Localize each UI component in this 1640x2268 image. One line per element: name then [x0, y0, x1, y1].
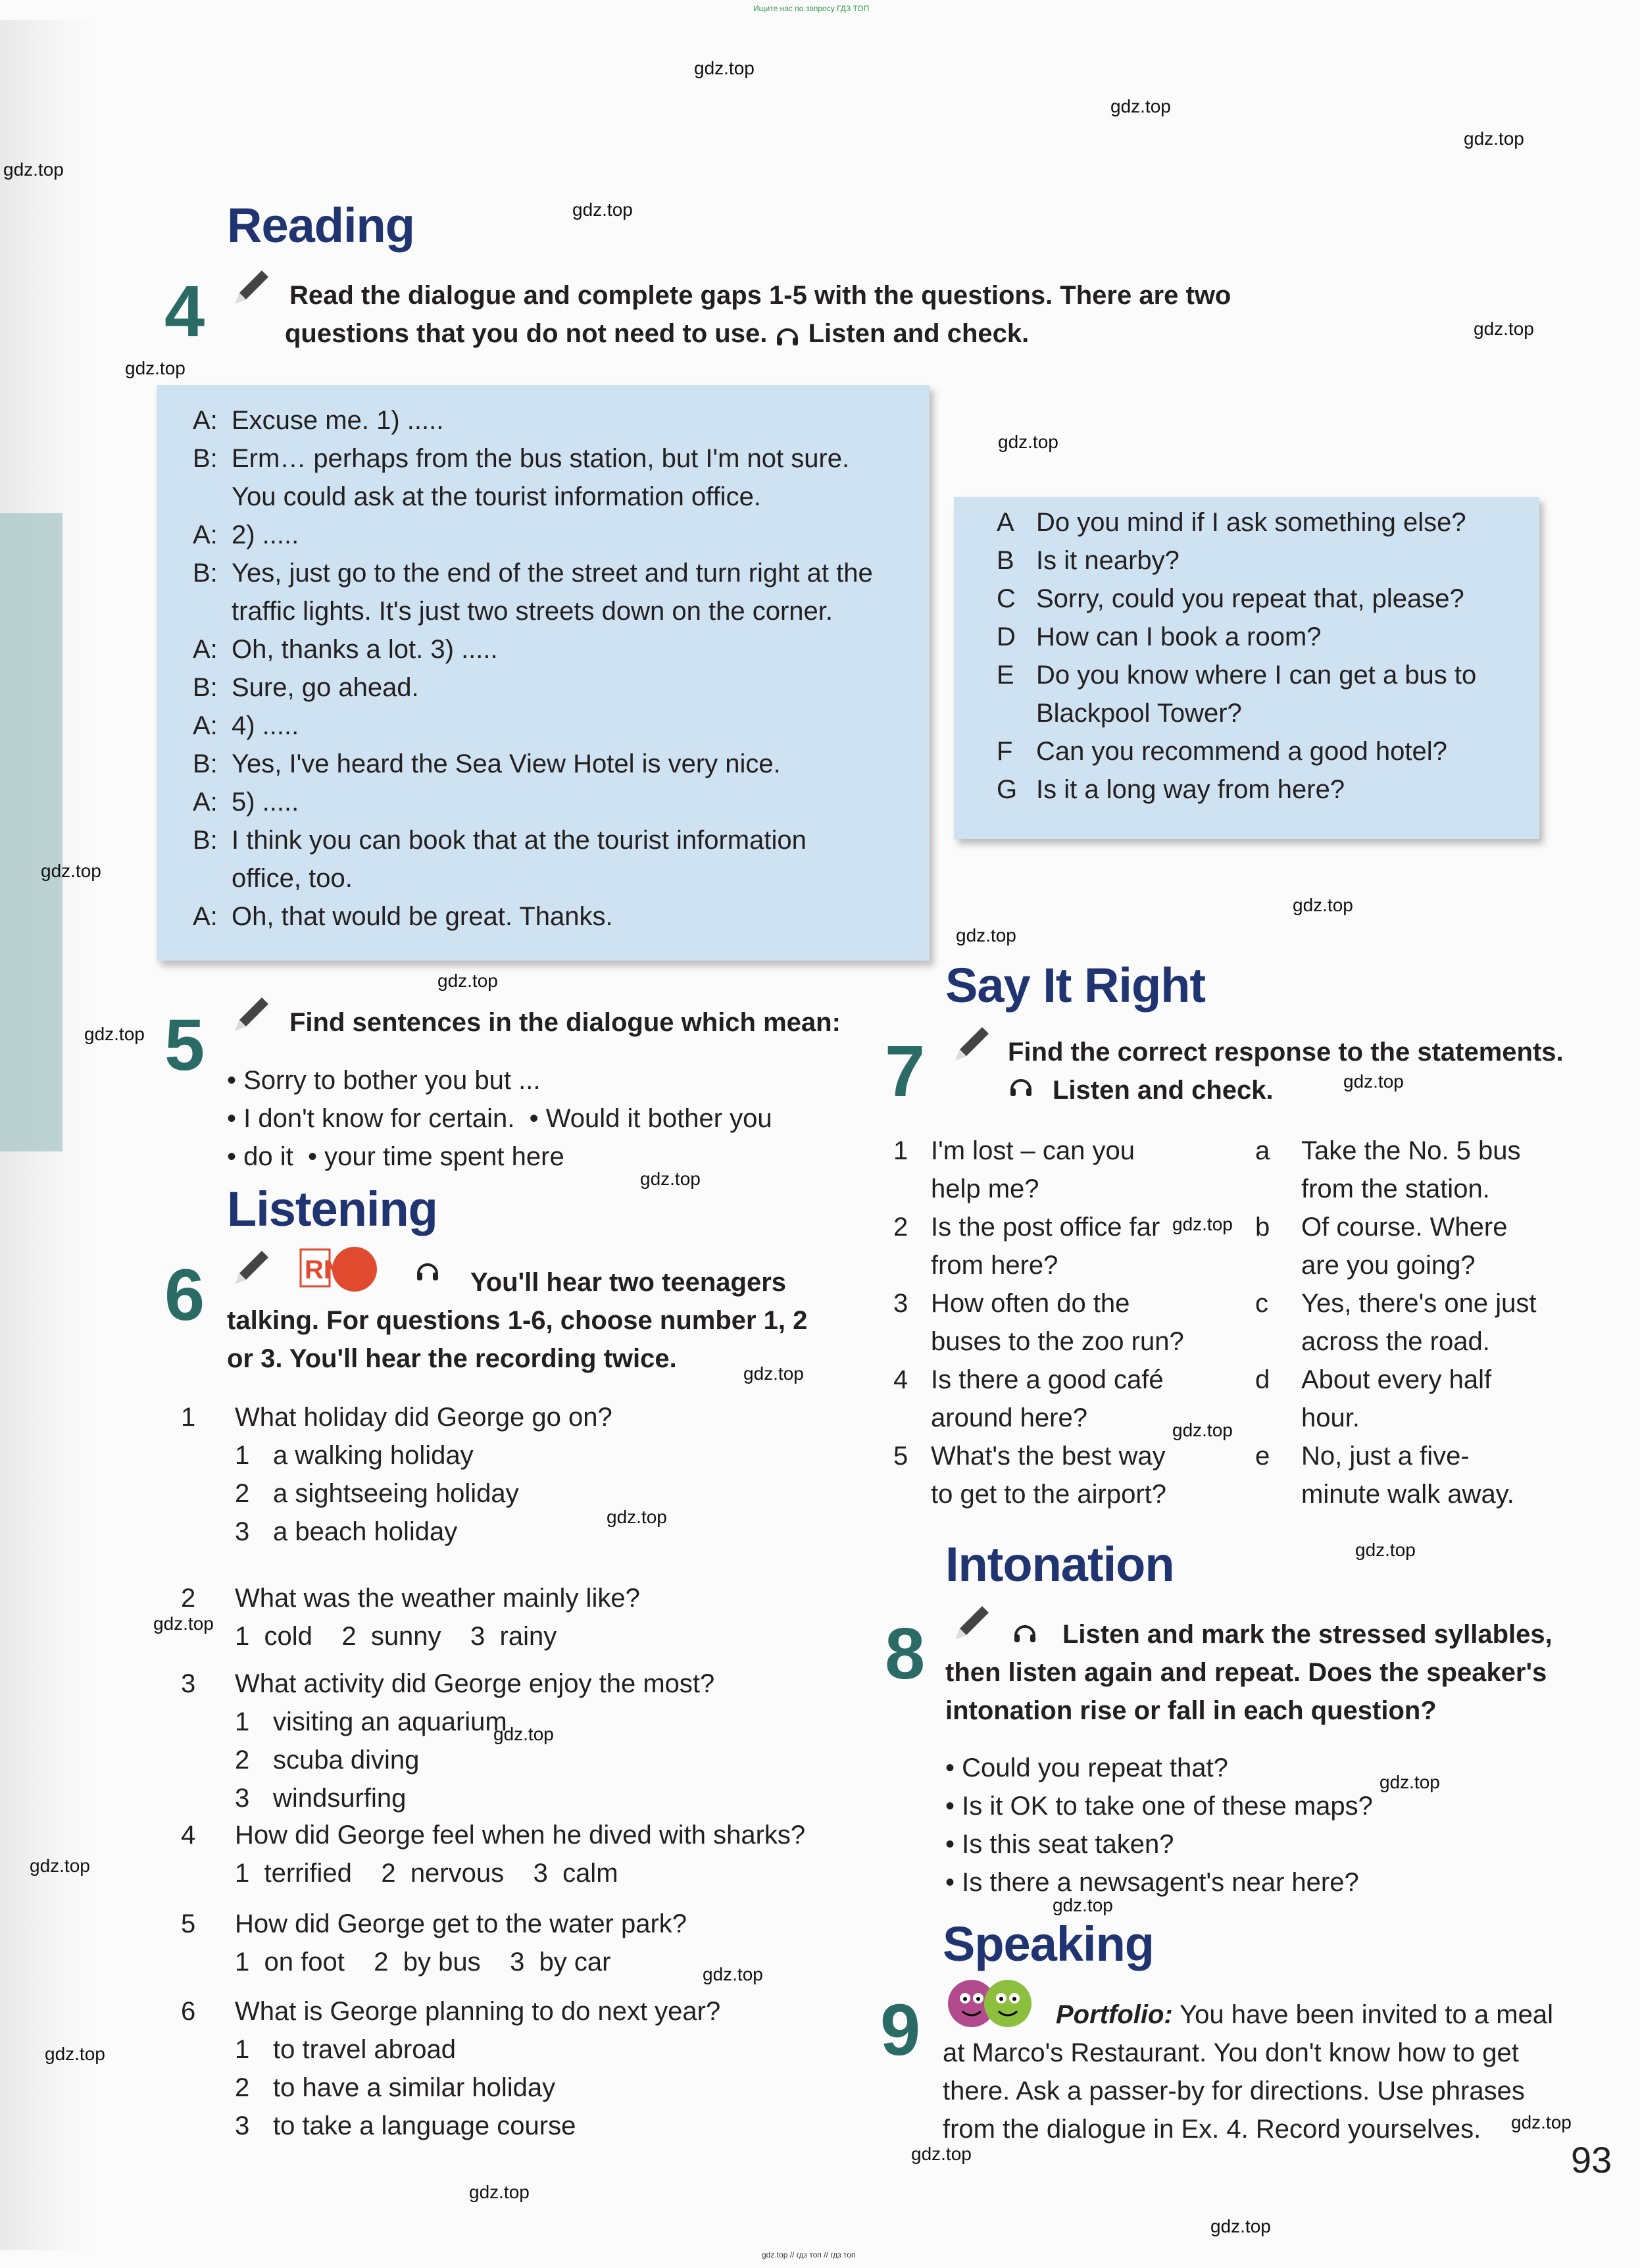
watermark: gdz.top — [1172, 1214, 1233, 1234]
response-text: About every half — [1301, 1365, 1492, 1394]
option-letter: F — [997, 737, 1013, 766]
exercise-9-line3: there. Ask a passer-by for directions. Use phrases — [943, 2077, 1525, 2105]
answer-option: on foot — [264, 1948, 345, 1977]
answer-option: sunny — [370, 1622, 441, 1651]
question-number: 5 — [181, 1909, 196, 1938]
question-number: 3 — [181, 1669, 196, 1698]
answer-number: 1 — [235, 1948, 264, 1977]
instruction-text: Listen and check. — [808, 319, 1030, 348]
answer-number: 2 — [235, 1479, 250, 1508]
watermark: gdz.top — [153, 1613, 214, 1634]
response-letter: c — [1255, 1289, 1268, 1318]
exercise-4-number: 4 — [164, 271, 205, 352]
dialogue-line: You could ask at the tourist information office. — [232, 482, 761, 511]
instruction-text: questions that you do not need to use. — [285, 319, 768, 348]
dialogue-speaker: B: — [193, 673, 218, 702]
option-text: Can you recommend a good hotel? — [1036, 737, 1447, 766]
option-letter: C — [997, 584, 1016, 613]
option-letter: B — [997, 546, 1014, 575]
statement-number: 3 — [893, 1289, 908, 1318]
speaking-heading: Speaking — [943, 1917, 1154, 1971]
answer-option: cold — [264, 1622, 312, 1651]
exercise-9-line2: at Marco's Restaurant. You don't know how to get — [943, 2038, 1519, 2067]
exercise-8-instruction-line2: then listen again and repeat. Does the speaker's — [945, 1658, 1547, 1687]
watermark: gdz.top — [703, 1964, 763, 1984]
answer-option: to have a similar holiday — [273, 2073, 556, 2102]
answer-number: 2 — [341, 1622, 371, 1651]
question-number: 6 — [181, 1997, 196, 2026]
bullet-item: • I don't know for certain. • Would it bother you — [227, 1104, 772, 1133]
rne-logo — [299, 1246, 391, 1293]
question-text: What activity did George enjoy the most? — [235, 1669, 715, 1698]
response-text: are you going? — [1301, 1251, 1476, 1280]
dialogue-speaker: B: — [193, 444, 218, 473]
exercise-7-instruction-line1: Find the correct response to the statements. — [1008, 1038, 1564, 1067]
watermark: gdz.top — [998, 432, 1058, 452]
intonation-item: • Could you repeat that? — [945, 1753, 1228, 1782]
answer-option: to take a language course — [273, 2111, 576, 2140]
reading-heading: Reading — [227, 198, 414, 253]
response-text: Take the No. 5 bus — [1301, 1136, 1521, 1165]
exercise-5-instruction: Find sentences in the dialogue which mean: — [289, 1008, 841, 1037]
watermark: gdz.top — [1110, 96, 1171, 116]
response-text: No, just a five- — [1301, 1442, 1470, 1471]
answer-option: a sightseeing holiday — [273, 1479, 519, 1508]
watermark: gdz.top — [84, 1024, 145, 1044]
intonation-item: • Is it OK to take one of these maps? — [945, 1792, 1373, 1821]
statement-text: What's the best way — [931, 1442, 1166, 1471]
dialogue-line: traffic lights. It's just two streets down on the corner. — [232, 597, 833, 626]
response-letter: a — [1255, 1136, 1270, 1165]
response-letter: e — [1255, 1442, 1270, 1471]
question-number: 2 — [181, 1584, 196, 1613]
answer-number: 2 — [235, 1746, 250, 1775]
portfolio-label: Portfolio: — [1056, 2000, 1173, 2029]
say-it-right-heading: Say It Right — [945, 958, 1206, 1013]
top-note: Ищите нас по запросу ГДЗ ТОП — [753, 4, 870, 13]
watermark: gdz.top — [30, 1855, 90, 1876]
exercise-9-line4: from the dialogue in Ex. 4. Record yourselves. — [943, 2115, 1481, 2144]
watermark: gdz.top — [1053, 1895, 1113, 1915]
answer-number: 3 — [533, 1859, 563, 1888]
answer-number: 2 — [235, 2073, 250, 2102]
option-text: How can I book a room? — [1036, 622, 1322, 651]
dialogue-line: 5) ..... — [232, 788, 299, 817]
watermark: gdz.top — [45, 2044, 105, 2064]
bullet-item: • do it • your time spent here — [227, 1142, 564, 1171]
answer-option: scuba diving — [273, 1746, 420, 1775]
watermark: gdz.top — [1293, 895, 1353, 915]
statement-text: Is the post office far — [931, 1213, 1160, 1242]
statement-text: I'm lost – can you — [931, 1136, 1135, 1165]
pencil-icon — [230, 994, 272, 1036]
option-letter: E — [997, 661, 1014, 690]
answer-number: 1 — [235, 1441, 250, 1470]
exercise-5-number: 5 — [164, 1005, 205, 1086]
exercise-9-text: You have been invited to a meal — [1180, 2000, 1553, 2029]
watermark: gdz.top — [911, 2144, 972, 2164]
bullet-text: Sorry to bother you but ... — [243, 1066, 541, 1095]
watermark: gdz.top — [3, 159, 64, 180]
statement-number: 2 — [893, 1213, 908, 1242]
answer-number: 1 — [235, 2035, 250, 2064]
option-letter: D — [997, 622, 1016, 651]
answer-row — [235, 1617, 586, 1655]
response-letter: b — [1255, 1213, 1270, 1242]
watermark: gdz.top — [1464, 128, 1524, 149]
dialogue-line: 4) ..... — [232, 711, 299, 740]
statement-text: to get to the airport? — [931, 1480, 1167, 1509]
dialogue-line: Excuse me. 1) ..... — [232, 406, 444, 435]
rne-logo-text: RNE — [305, 1255, 360, 1284]
headphones-icon — [1012, 1619, 1038, 1645]
dialogue-line: Oh, that would be great. Thanks. — [232, 902, 613, 931]
answer-number: 2 — [374, 1948, 403, 1977]
answer-option: to travel abroad — [273, 2035, 456, 2064]
dialogue-speaker: A: — [193, 711, 218, 740]
bullet-text: your time spent here — [324, 1142, 564, 1171]
response-text: minute walk away. — [1301, 1480, 1514, 1509]
answer-number: 3 — [235, 1784, 250, 1813]
dialogue-speaker: B: — [193, 749, 218, 778]
question-number: 4 — [181, 1821, 196, 1850]
statement-text: Is there a good café — [931, 1365, 1164, 1394]
dialogue-line: 2) ..... — [232, 520, 299, 549]
answer-number: 3 — [235, 2111, 250, 2140]
watermark: gdz.top — [1474, 318, 1534, 339]
option-letter: A — [997, 508, 1014, 537]
exercise-8-number: 8 — [885, 1613, 926, 1694]
exercise-7-number: 7 — [885, 1031, 926, 1112]
exercise-6-instruction-line1: You'll hear two teenagers — [470, 1268, 786, 1297]
dialogue-line: Sure, go ahead. — [232, 673, 419, 702]
option-text: Do you know where I can get a bus to — [1036, 661, 1477, 690]
watermark: gdz.top — [607, 1507, 667, 1527]
dialogue-speaker: A: — [193, 788, 218, 817]
exercise-7-instruction-line2: Listen and check. — [1053, 1076, 1274, 1105]
option-text: Is it a long way from here? — [1036, 775, 1345, 804]
watermark: gdz.top — [493, 1724, 554, 1744]
question-text: What holiday did George go on? — [235, 1403, 612, 1432]
bullet-text: do it — [243, 1142, 293, 1171]
statement-number: 4 — [893, 1365, 908, 1394]
answer-number: 3 — [235, 1517, 250, 1546]
headphones-icon — [774, 322, 801, 348]
watermark: gdz.top — [1511, 2112, 1572, 2132]
watermark: gdz.top — [1343, 1071, 1404, 1092]
watermark: gdz.top — [694, 58, 755, 78]
answer-option: a beach holiday — [273, 1517, 458, 1546]
dialogue-line: Oh, thanks a lot. 3) ..... — [232, 635, 498, 664]
response-text: Yes, there's one just — [1301, 1289, 1537, 1318]
option-text: Is it nearby? — [1036, 546, 1180, 575]
dialogue-speaker: A: — [193, 902, 218, 931]
exercise-9-line1 — [1056, 1996, 1553, 2034]
statement-text: buses to the zoo run? — [931, 1327, 1184, 1356]
statement-number: 1 — [893, 1136, 908, 1165]
headphones-icon — [1008, 1072, 1034, 1099]
answer-option: calm — [562, 1859, 618, 1888]
statement-text: from here? — [931, 1251, 1058, 1280]
answer-number: 3 — [470, 1622, 500, 1651]
exercise-8-instruction-line1: Listen and mark the stressed syllables, — [1062, 1620, 1553, 1649]
intonation-text: Could you repeat that? — [962, 1753, 1228, 1782]
dialogue-line: Erm… perhaps from the bus station, but I'm not sure. — [232, 444, 850, 473]
portfolio-faces-icon — [945, 1977, 1034, 2030]
option-letter: G — [997, 775, 1018, 804]
statement-text: help me? — [931, 1174, 1039, 1203]
question-text: How did George get to the water park? — [235, 1909, 687, 1938]
statement-text: How often do the — [931, 1289, 1130, 1318]
question-text: What was the weather mainly like? — [235, 1584, 640, 1613]
pencil-icon — [951, 1602, 993, 1644]
dialogue-line: Yes, just go to the end of the street and turn right at the — [232, 559, 873, 588]
intonation-text: Is there a newsagent's near here? — [962, 1868, 1359, 1897]
exercise-6-instruction-line3: or 3. You'll hear the recording twice. — [227, 1344, 677, 1373]
question-text: How did George feel when he dived with sharks? — [235, 1821, 806, 1850]
dialogue-speaker: A: — [193, 406, 218, 435]
watermark: gdz.top — [956, 925, 1016, 945]
option-text: Blackpool Tower? — [1036, 699, 1242, 728]
answer-option: by car — [539, 1948, 611, 1977]
dialogue-speaker: B: — [193, 826, 218, 855]
watermark: gdz.top — [1172, 1420, 1233, 1440]
response-text: from the station. — [1301, 1174, 1490, 1203]
exercise-4-instruction-line2 — [285, 315, 1029, 353]
dialogue-speaker: A: — [193, 635, 218, 664]
watermark: gdz.top — [1379, 1772, 1440, 1792]
answer-option: rainy — [499, 1622, 557, 1651]
answer-number: 2 — [381, 1859, 410, 1888]
intonation-heading: Intonation — [945, 1537, 1174, 1592]
watermark: gdz.top — [1355, 1540, 1416, 1560]
bullet-text: I don't know for certain. — [243, 1104, 515, 1133]
watermark: gdz.top — [469, 2182, 530, 2202]
answer-number: 3 — [510, 1948, 539, 1977]
pencil-icon — [951, 1023, 993, 1065]
response-text: across the road. — [1301, 1327, 1490, 1356]
watermark: gdz.top — [1210, 2216, 1271, 2236]
question-text: What is George planning to do next year? — [235, 1997, 721, 2026]
dialogue-speaker: A: — [193, 520, 218, 549]
answer-option: by bus — [403, 1948, 481, 1977]
response-text: hour. — [1301, 1403, 1360, 1432]
statement-number: 5 — [893, 1442, 908, 1471]
pencil-icon — [230, 266, 272, 309]
answer-number: 1 — [235, 1859, 264, 1888]
answer-option: nervous — [410, 1859, 505, 1888]
dialogue-line: I think you can book that at the tourist information — [232, 826, 807, 855]
dialogue-line: Yes, I've heard the Sea View Hotel is very nice. — [232, 749, 781, 778]
dialogue-speaker: B: — [193, 559, 218, 588]
answer-option: a walking holiday — [273, 1441, 474, 1470]
watermark: gdz.top — [125, 358, 186, 378]
intonation-item: • Is this seat taken? — [945, 1830, 1174, 1859]
option-text: Do you mind if I ask something else? — [1036, 508, 1466, 537]
answer-number: 1 — [235, 1707, 250, 1736]
statement-text: around here? — [931, 1403, 1087, 1432]
exercise-8-instruction-line3: intonation rise or fall in each question? — [945, 1696, 1437, 1725]
response-letter: d — [1255, 1365, 1270, 1394]
answer-row — [235, 1854, 647, 1892]
page-number: 93 — [1571, 2139, 1612, 2180]
listening-heading: Listening — [227, 1182, 437, 1236]
headphones-icon — [414, 1257, 441, 1283]
option-text: Sorry, could you repeat that, please? — [1036, 584, 1464, 613]
exercise-4-instruction-line1: Read the dialogue and complete gaps 1-5 with the questions. There are two — [289, 281, 1231, 310]
watermark: gdz.top — [41, 861, 101, 881]
answer-number: 1 — [235, 1622, 264, 1651]
intonation-item: • Is there a newsagent's near here? — [945, 1868, 1359, 1897]
intonation-text: Is it OK to take one of these maps? — [962, 1792, 1373, 1821]
pencil-icon — [230, 1247, 272, 1289]
watermark: gdz.top — [572, 199, 633, 220]
bottom-note: gdz.top // гдз топ // гдз топ — [762, 2250, 856, 2259]
watermark: gdz.top — [640, 1169, 701, 1189]
bullet-text: Would it bother you — [545, 1104, 772, 1133]
answer-option: visiting an aquarium — [273, 1707, 507, 1736]
exercise-6-number: 6 — [164, 1255, 205, 1336]
intonation-text: Is this seat taken? — [962, 1830, 1174, 1859]
watermark: gdz.top — [743, 1363, 804, 1384]
answer-option: windsurfing — [273, 1784, 407, 1813]
question-number: 1 — [181, 1403, 196, 1432]
exercise-9-number: 9 — [880, 1990, 921, 2071]
response-text: Of course. Where — [1301, 1213, 1508, 1242]
answer-option: terrified — [264, 1859, 352, 1888]
exercise-6-instruction-line2: talking. For questions 1-6, choose number 1, 2 — [227, 1306, 808, 1335]
dialogue-line: office, too. — [232, 864, 353, 893]
answer-row — [235, 1943, 640, 1981]
bullet-item: • Sorry to bother you but ... — [227, 1066, 541, 1095]
margin-color-band — [0, 513, 62, 1151]
watermark: gdz.top — [437, 970, 498, 991]
